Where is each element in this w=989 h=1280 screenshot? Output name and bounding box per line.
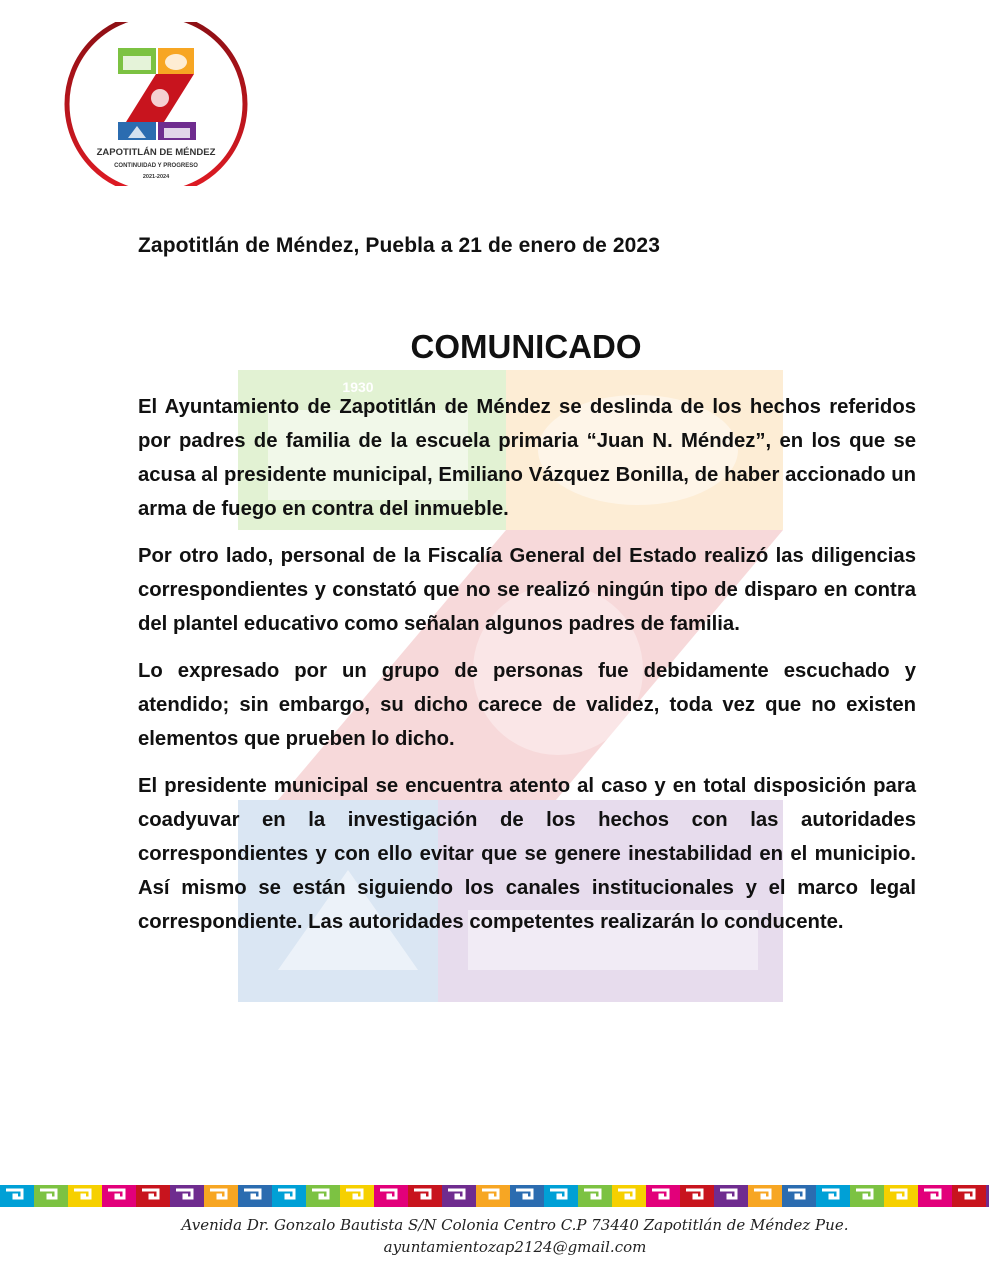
paragraph-1: El Ayuntamiento de Zapotitlán de Méndez se deslinda de los hechos referidos por padres de familia de la escuela primaria “Juan N. Méndez”, en los que se acusa al presidente municipal, Emiliano Vázquez Bonilla, de haber accionado un arma de fuego en contra del inmueble. xyxy=(138,396,916,520)
decorative-border xyxy=(0,1181,989,1211)
document-title: COMUNICADO xyxy=(410,328,642,365)
footer-address: Avenida Dr. Gonzalo Bautista S/N Colonia Centro C.P 73440 Zapotitlán de Méndez Pue. xyxy=(181,1216,849,1234)
document-body xyxy=(138,390,916,952)
place-and-date: Zapotitlán de Méndez, Puebla a 21 de enero de 2023 xyxy=(138,234,660,257)
logo-name: ZAPOTITLÁN DE MÉNDEZ xyxy=(96,147,216,158)
paragraph-2: Por otro lado, personal de la Fiscalía General del Estado realizó las diligencias correspondientes y constató que no se realizó ningún tipo de disparo en contra del plantel educativo como señalan algunos padres de familia. xyxy=(138,545,916,635)
paragraph-4: El presidente municipal se encuentra atento al caso y en total disposición para coadyuvar en la investigación de los hechos con las autoridades correspondientes y con ello evitar que se genere inestabilidad en el municipio. Así mismo se están siguiendo los canales institucionales y el marco legal correspondiente. Las autoridades competentes realizarán lo conducente. xyxy=(138,775,916,933)
paragraph-3: Lo expresado por un grupo de personas fue debidamente escuchado y atendido; sin embargo, su dicho carece de validez, toda vez que no existen elementos que prueben lo dicho. xyxy=(138,660,916,750)
logo-slogan: CONTINUIDAD Y PROGRESO xyxy=(114,163,198,169)
watermark-year: 1930 xyxy=(342,379,374,395)
municipal-logo xyxy=(60,22,252,186)
logo-period: 2021-2024 xyxy=(142,174,170,180)
footer-email: ayuntamientozap2124@gmail.com xyxy=(383,1238,647,1256)
